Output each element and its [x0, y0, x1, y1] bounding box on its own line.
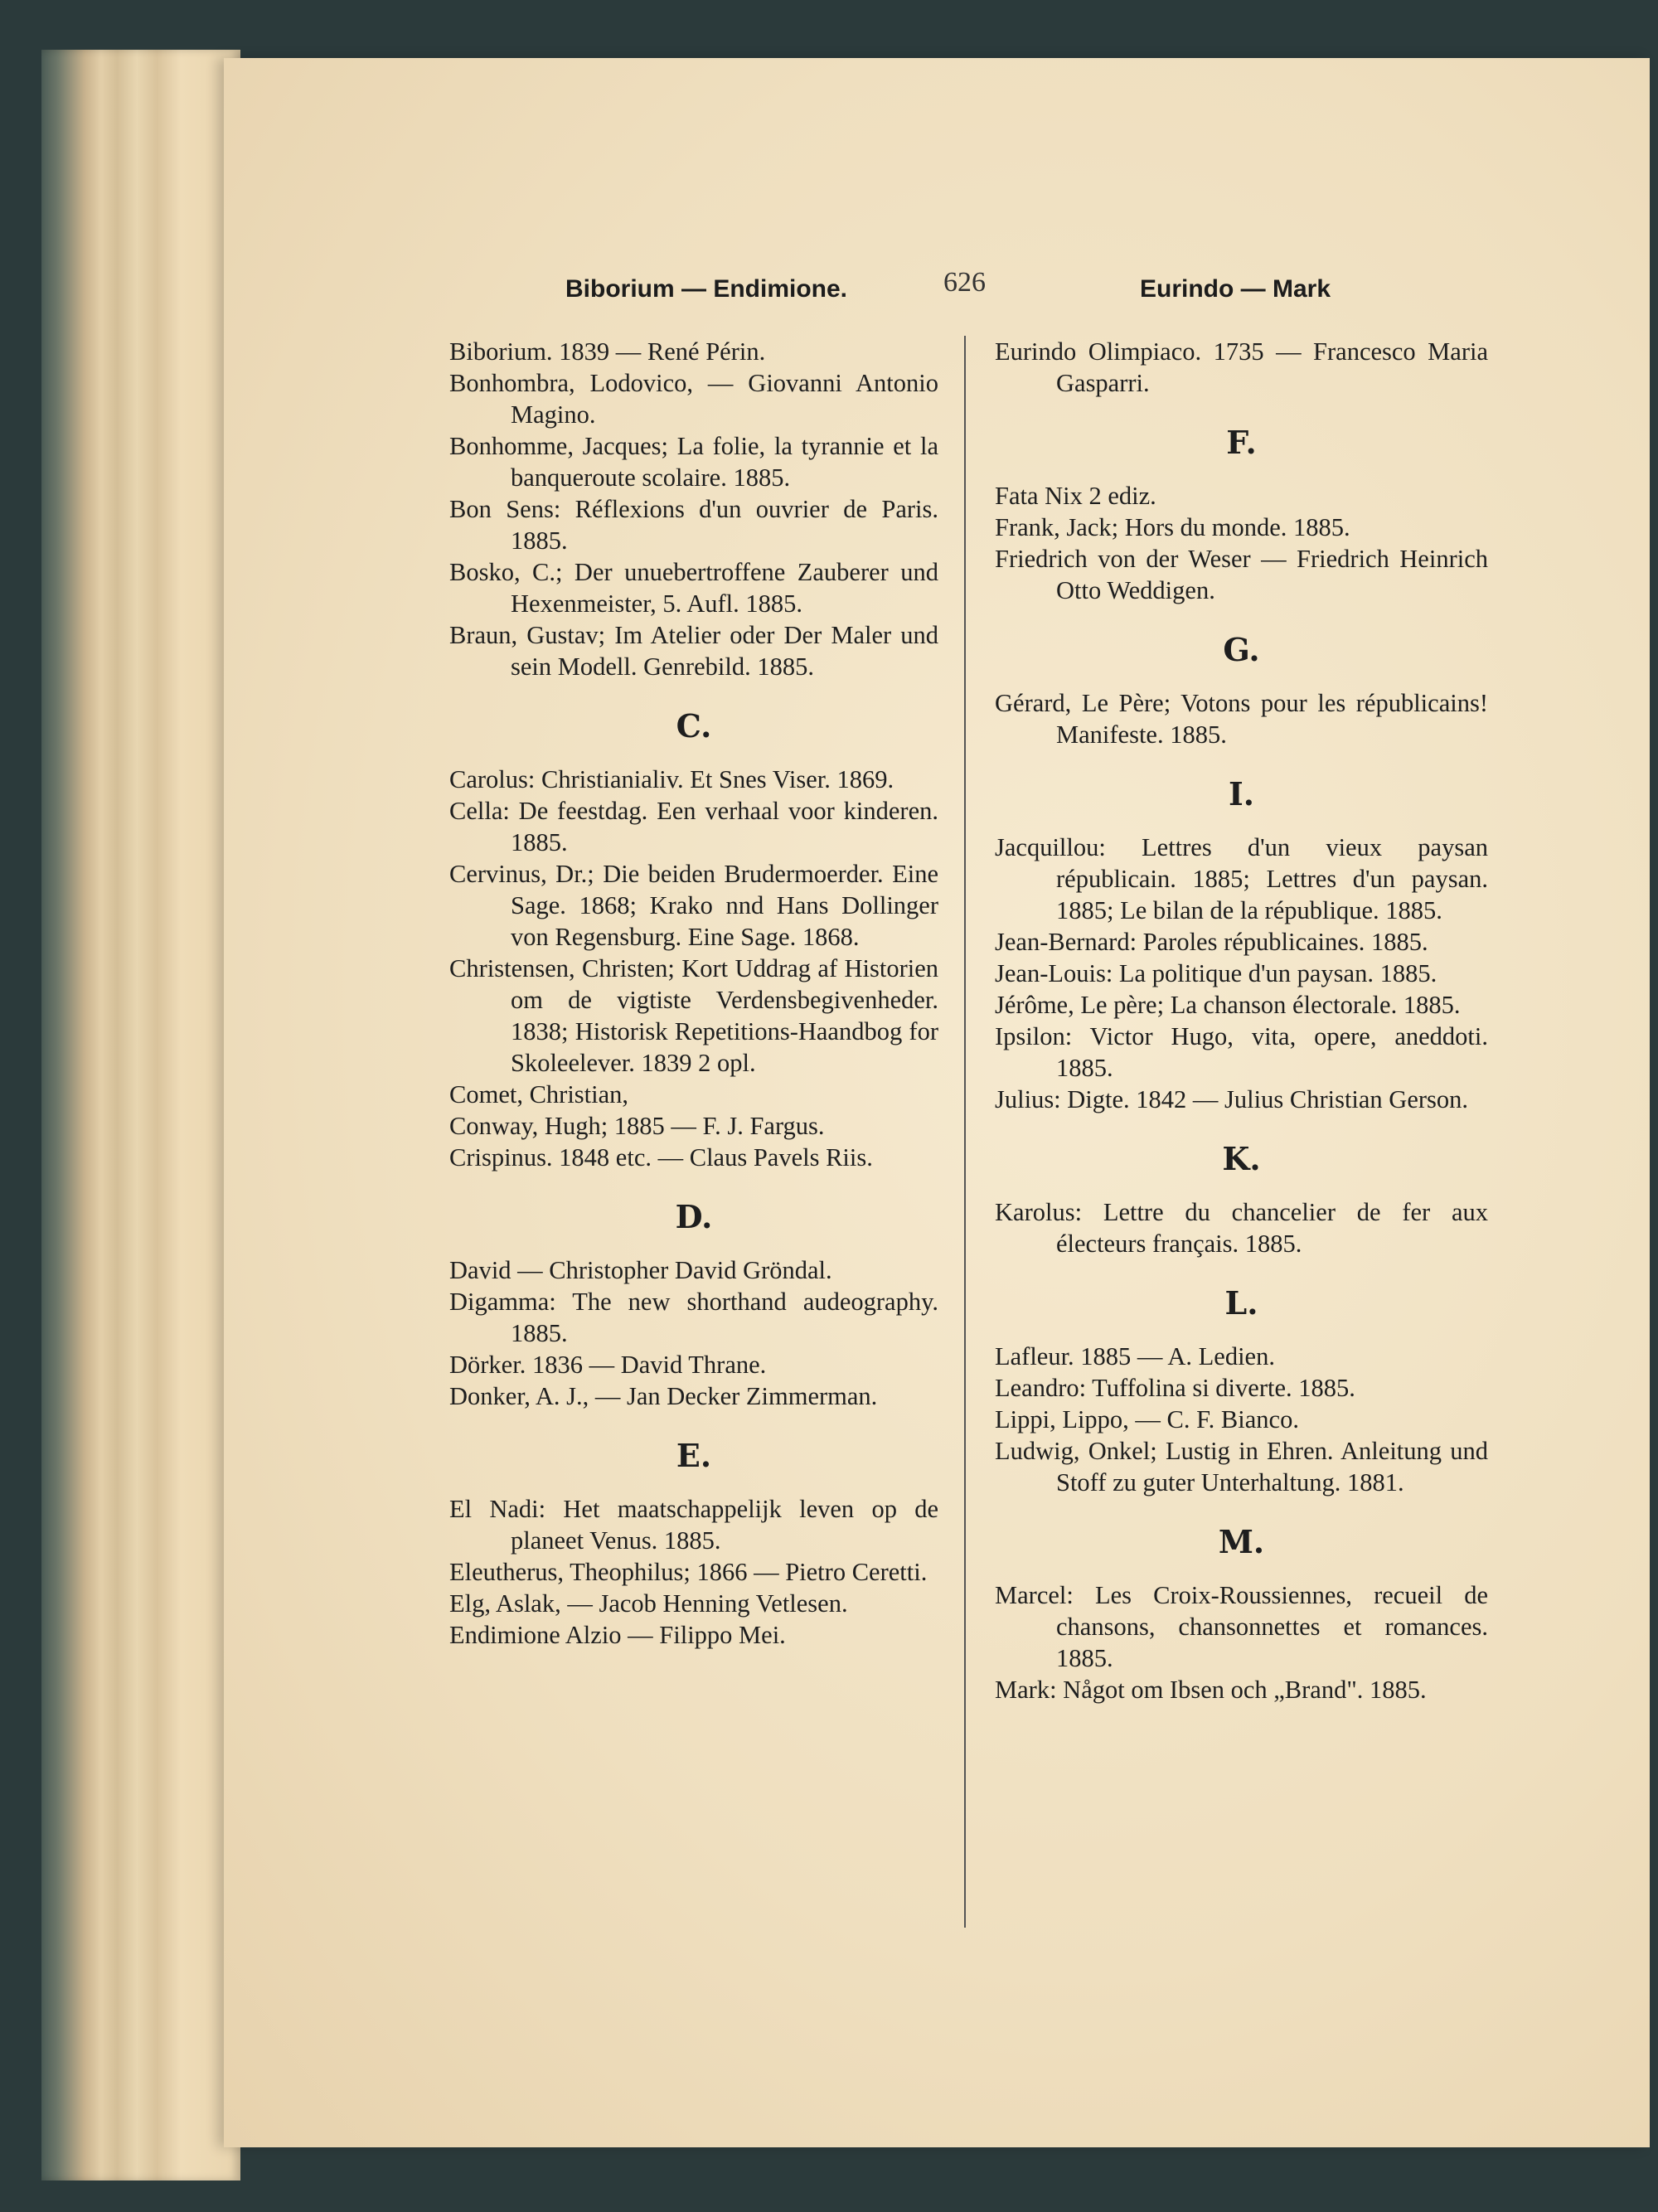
section-letter: D.: [675, 1198, 713, 1235]
list-item: Julius: Digte. 1842 — Julius Christian Gerson.: [995, 1085, 1469, 1113]
list-item: Crispinus. 1848 etc. — Claus Pavels Riis.: [449, 1143, 873, 1171]
list-item: Jacquillou: Lettres d'un vieux paysan républicain. 1885; Lettres d'un paysan. 1885; Le bilan de la république. 1885.: [995, 833, 1488, 924]
header-left: Biborium — Endimione.: [565, 275, 848, 303]
list-item: Friedrich von der Weser — Friedrich Heinrich Otto Weddigen.: [995, 545, 1488, 604]
list-item: Carolus: Christianialiv. Et Snes Viser. 1869.: [449, 765, 894, 793]
list-item: Bonhomme, Jacques; La folie, la tyrannie et la banqueroute scolaire. 1885.: [449, 432, 938, 492]
list-item: Eleutherus, Theophilus; 1866 — Pietro Ceretti.: [449, 1558, 928, 1586]
list-item: Conway, Hugh; 1885 — F. J. Fargus.: [449, 1112, 825, 1140]
column-divider: [964, 336, 966, 1928]
list-item: Cella: De feestdag. Een verhaal voor kinderen. 1885.: [449, 797, 938, 856]
list-item: Lafleur. 1885 — A. Ledien.: [995, 1342, 1275, 1370]
list-item: El Nadi: Het maatschappelijk leven op de planeet Venus. 1885.: [449, 1495, 938, 1555]
list-item: Fata Nix 2 ediz.: [995, 482, 1156, 510]
list-item: Jean-Bernard: Paroles républicaines. 1885.: [995, 928, 1428, 956]
page-number: 626: [943, 267, 986, 298]
section-letter: F.: [1226, 424, 1257, 461]
list-item: Comet, Christian,: [449, 1080, 629, 1108]
list-item: Ipsilon: Victor Hugo, vita, opere, aneddoti. 1885.: [995, 1022, 1488, 1082]
section-letter: M.: [1218, 1523, 1265, 1560]
list-item: Mark: Något om Ibsen och „Brand". 1885.: [995, 1676, 1427, 1704]
list-item: Endimione Alzio — Filippo Mei.: [449, 1621, 786, 1649]
list-item: Bonhombra, Lodovico, — Giovanni Antonio Magino.: [449, 369, 938, 429]
list-item: Karolus: Lettre du chancelier de fer aux électeurs français. 1885.: [995, 1198, 1488, 1258]
list-item: Lippi, Lippo, — C. F. Bianco.: [995, 1405, 1299, 1433]
list-item: Elg, Aslak, — Jacob Henning Vetlesen.: [449, 1589, 848, 1618]
section-letter: L.: [1224, 1284, 1258, 1322]
list-item: David — Christopher David Gröndal.: [449, 1256, 832, 1284]
list-item: Braun, Gustav; Im Atelier oder Der Maler und sein Modell. Genrebild. 1885.: [449, 621, 938, 681]
section-letter: K.: [1222, 1140, 1261, 1177]
right-column: [995, 336, 1488, 1705]
list-item: Biborium. 1839 — René Périn.: [449, 337, 766, 366]
list-item: Frank, Jack; Hors du monde. 1885.: [995, 513, 1350, 541]
list-item: Eurindo Olimpiaco. 1735 — Francesco Maria Gasparri.: [995, 337, 1488, 397]
header-right: Eurindo — Mark: [1140, 275, 1331, 303]
list-item: Dörker. 1836 — David Thrane.: [449, 1351, 767, 1379]
list-item: Leandro: Tuffolina si diverte. 1885.: [995, 1374, 1355, 1402]
list-item: Donker, A. J., — Jan Decker Zimmerman.: [449, 1382, 878, 1410]
left-column: [449, 336, 938, 1651]
section-letter: G.: [1223, 631, 1260, 668]
list-item: Jérôme, Le père; La chanson électorale. 1885.: [995, 991, 1461, 1019]
list-item: Cervinus, Dr.; Die beiden Brudermoerder. Eine Sage. 1868; Krako nnd Hans Dollinger von Regensburg. Eine Sage. 1868.: [449, 860, 938, 951]
list-item: Gérard, Le Père; Votons pour les républicains! Manifeste. 1885.: [995, 689, 1488, 749]
list-item: Bon Sens: Réflexions d'un ouvrier de Paris. 1885.: [449, 495, 938, 555]
section-letter: I.: [1228, 775, 1254, 813]
section-letter: C.: [676, 707, 712, 745]
list-item: Marcel: Les Croix-Roussiennes, recueil de chansons, chansonnettes et romances. 1885.: [995, 1581, 1488, 1672]
list-item: Ludwig, Onkel; Lustig in Ehren. Anleitung und Stoff zu guter Unterhaltung. 1881.: [995, 1437, 1488, 1496]
book-page-edges: [41, 50, 240, 2180]
section-letter: E.: [676, 1437, 712, 1474]
list-item: Christensen, Christen; Kort Uddrag af Historien om de vigtiste Verdensbegivenheder. 1838; Historisk Repetitions-Haandbog for Skoleelever. 1839 2 opl.: [449, 954, 938, 1077]
list-item: Jean-Louis: La politique d'un paysan. 1885.: [995, 959, 1437, 987]
list-item: Bosko, C.; Der unuebertroffene Zauberer und Hexenmeister, 5. Aufl. 1885.: [449, 558, 938, 618]
list-item: Digamma: The new shorthand audeography. 1885.: [449, 1288, 938, 1347]
